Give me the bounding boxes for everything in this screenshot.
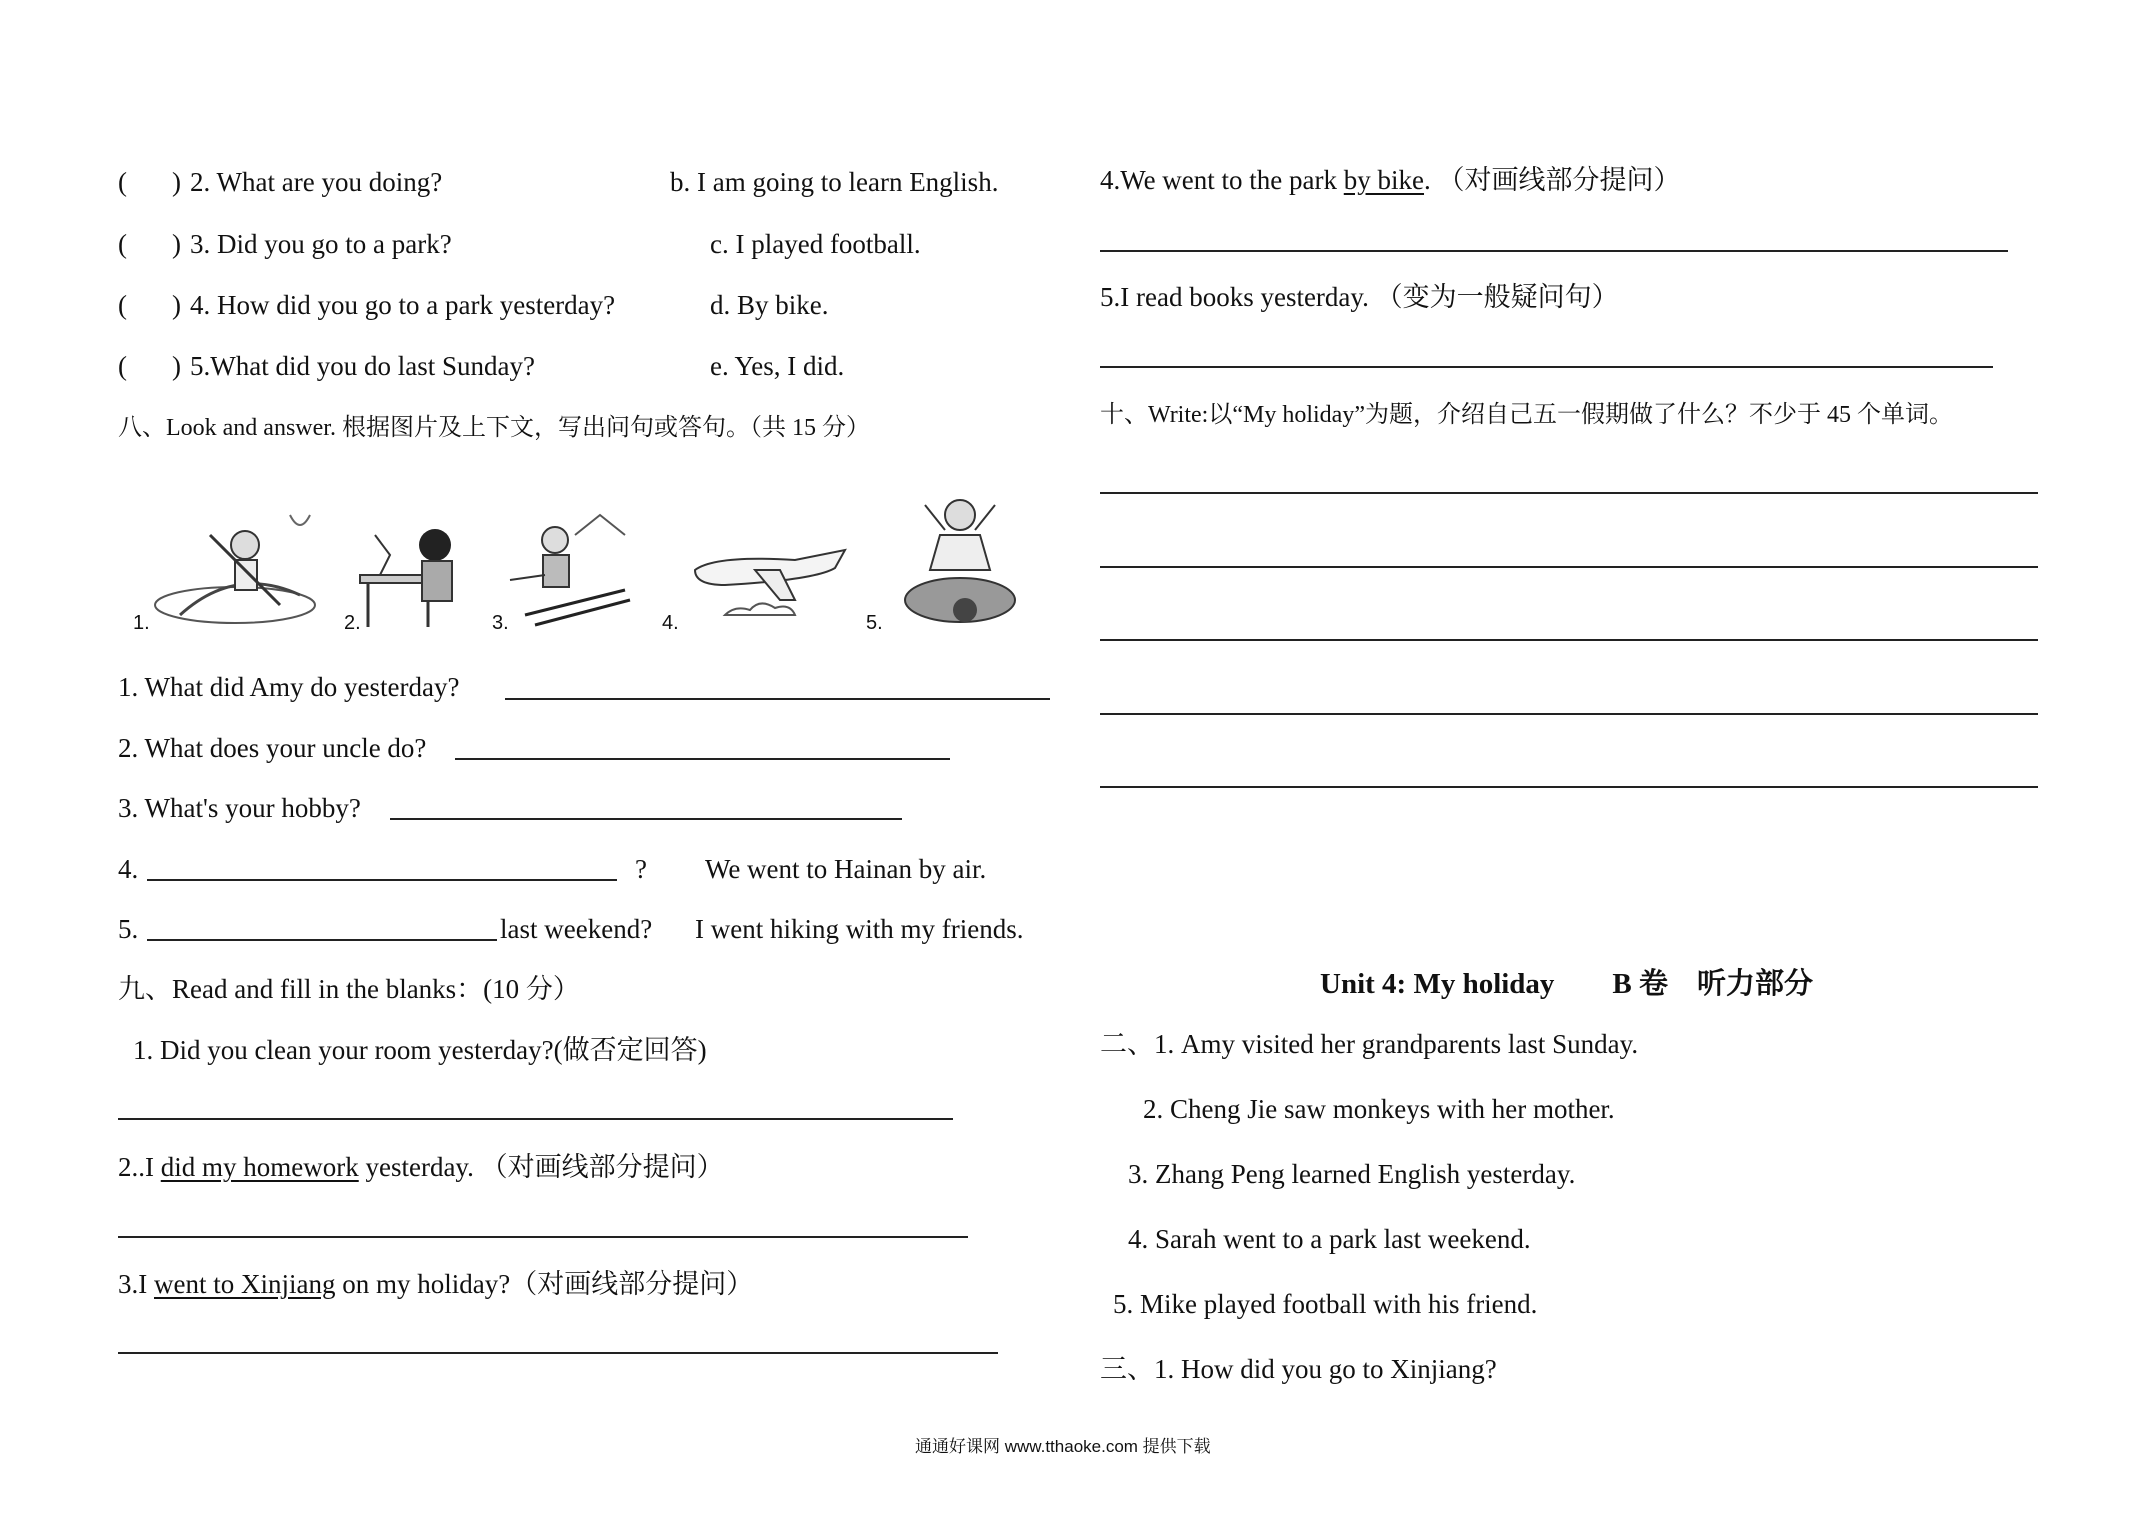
listening-line: 3. Zhang Peng learned English yesterday. <box>1128 1159 1576 1189</box>
answer-line[interactable] <box>147 879 617 881</box>
section8-question-5-tail: last weekend? <box>500 914 653 944</box>
section9-item-3: 3.I went to Xinjiang on my holiday?（对画线部分提问） <box>118 1269 754 1299</box>
answer-line[interactable] <box>118 1236 968 1238</box>
answer-paren-open: ( <box>118 167 127 197</box>
picture-desk-reading <box>350 515 470 630</box>
answer-paren-close: ) <box>172 351 181 381</box>
underlined-phrase: went to Xinjiang <box>154 1269 336 1299</box>
writing-line[interactable] <box>1100 639 2038 641</box>
section8-heading: 八、Look and answer. 根据图片及上下文，写出问句或答句。（共 15 分） <box>118 415 870 441</box>
match-question: 3. Did you go to a park? <box>190 229 452 259</box>
listening-line: 2. Cheng Jie saw monkeys with her mother. <box>1143 1094 1615 1124</box>
answer-line[interactable] <box>118 1352 998 1354</box>
picture-number: 5. <box>866 612 883 634</box>
listening-line: 5. Mike played football with his friend. <box>1113 1289 1538 1319</box>
listening-line: 三、1. How did you go to Xinjiang? <box>1100 1354 1497 1384</box>
picture-airplane <box>685 530 855 630</box>
answer-line[interactable] <box>390 818 902 820</box>
section9-item-5: 5.I read books yesterday. （变为一般疑问句） <box>1100 282 1619 312</box>
section10-heading: 十、Write:以“My holiday”为题，介绍自己五一假期做了什么？不少于 45 个单词。 <box>1100 402 1953 428</box>
underlined-phrase: by bike <box>1343 165 1425 195</box>
listening-title: Unit 4: My holiday B 卷 听力部分 <box>1320 968 1814 1000</box>
answer-paren-open: ( <box>118 229 127 259</box>
writing-line[interactable] <box>1100 492 2038 494</box>
answer-line[interactable] <box>1100 366 1993 368</box>
picture-skiing <box>505 505 645 630</box>
section9-item-1: 1. Did you clean your room yesterday?(做否定回答) <box>133 1035 707 1065</box>
match-question: 5.What did you do last Sunday? <box>190 351 535 381</box>
match-answer: e. Yes, I did. <box>710 351 845 381</box>
answer-line[interactable] <box>1100 250 2008 252</box>
writing-line[interactable] <box>1100 566 2038 568</box>
section8-question-3: 3. What's your hobby? <box>118 793 361 823</box>
section8-answer-5: I went hiking with my friends. <box>695 914 1024 944</box>
match-question: 2. What are you doing? <box>190 167 443 197</box>
underlined-phrase: did my homework <box>160 1152 359 1182</box>
answer-paren-close: ) <box>172 229 181 259</box>
match-question: 4. How did you go to a park yesterday? <box>190 290 616 320</box>
writing-line[interactable] <box>1100 786 2038 788</box>
picture-number: 2. <box>344 612 361 634</box>
picture-girl-jumping <box>885 490 1035 630</box>
picture-boating <box>150 505 320 630</box>
section8-question-4-mark: ? <box>635 854 647 884</box>
answer-paren-open: ( <box>118 351 127 381</box>
footer-credit: 通通好课网 www.tthaoke.com 提供下载 <box>915 1437 1211 1456</box>
answer-paren-close: ) <box>172 167 181 197</box>
picture-number: 3. <box>492 612 509 634</box>
answer-line[interactable] <box>505 698 1050 700</box>
section8-question-4-number: 4. <box>118 854 139 884</box>
section8-question-2: 2. What does your uncle do? <box>118 733 427 763</box>
match-answer: b. I am going to learn English. <box>670 167 999 197</box>
section8-question-5-number: 5. <box>118 914 139 944</box>
listening-line: 4. Sarah went to a park last weekend. <box>1128 1224 1531 1254</box>
section8-question-1: 1. What did Amy do yesterday? <box>118 672 460 702</box>
match-answer: c. I played football. <box>710 229 921 259</box>
section9-heading: 九、Read and fill in the blanks：(10 分） <box>118 974 580 1004</box>
picture-number: 4. <box>662 612 679 634</box>
picture-number: 1. <box>133 612 150 634</box>
listening-line: 二、1. Amy visited her grandparents last Sunday. <box>1100 1029 1639 1059</box>
answer-paren-open: ( <box>118 290 127 320</box>
match-answer: d. By bike. <box>710 290 829 320</box>
section9-item-4: 4.We went to the park by bike. （对画线部分提问） <box>1100 165 1681 195</box>
answer-paren-close: ) <box>172 290 181 320</box>
section9-item-2: 2..I did my homework yesterday. （对画线部分提问） <box>118 1152 724 1182</box>
section8-answer-4: We went to Hainan by air. <box>705 854 987 884</box>
answer-line[interactable] <box>147 939 497 941</box>
answer-line[interactable] <box>118 1118 953 1120</box>
answer-line[interactable] <box>455 758 950 760</box>
writing-line[interactable] <box>1100 713 2038 715</box>
